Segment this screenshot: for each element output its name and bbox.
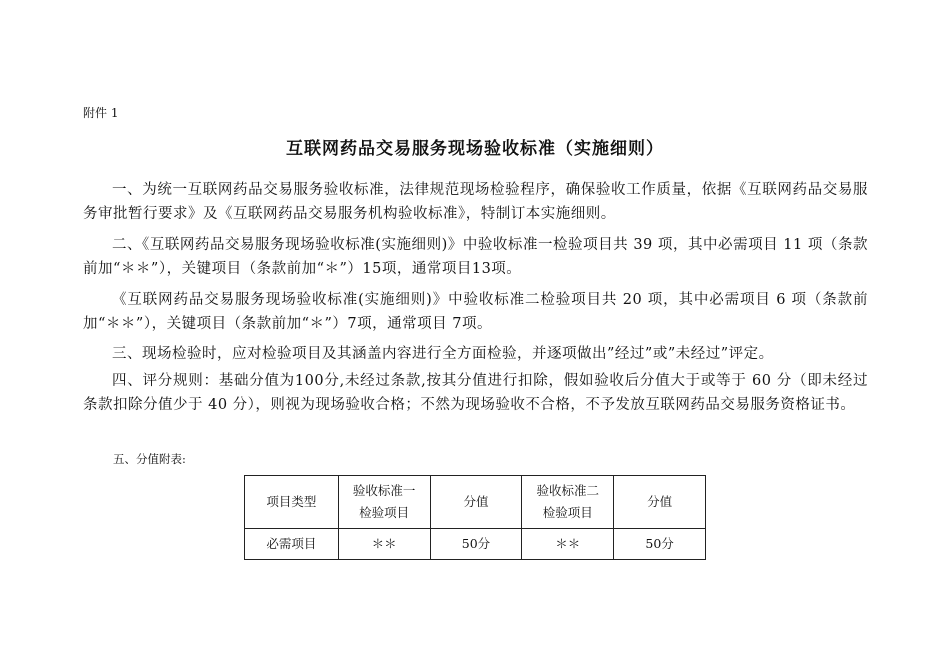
paragraph-standard-two: 《互联网药品交易服务现场验收标准(实施细则)》中验收标准二检验项目共 20 项，其中必需项目 6 项（条款前加“＊＊”），关键项目（条款前加“＊”）7项，通常项目 7项。 [83, 292, 868, 332]
paragraph-scoring-rules: 四、评分规则：基础分值为100分,未经过条款,按其分值进行扣除，假如验收后分值大于或等于 60 分（即未经过条款扣除分值少于 40 分），则视为现场验收合格；不然为现场验收不合格，不予发放互联网药品交易服务资格证书。 [83, 373, 868, 413]
paragraph-standard-one: 二、《互联网药品交易服务现场验收标准(实施细则)》中验收标准一检验项目共 39 项，其中必需项目 11 项（条款前加“＊＊”），关键项目（条款前加“＊”）15项，通常项目13项。 [83, 237, 868, 277]
header-standard-one-line2: 检验项目 [359, 505, 410, 520]
header-standard-two [522, 476, 614, 529]
paragraph-inspection: 三、现场检验时，应对检验项目及其涵盖内容进行全方面检验，并逐项做出”经过”或”未经过”评定。 [112, 346, 774, 362]
attachment-label: 附件 1 [83, 106, 119, 120]
cell-standard-one-mark: ＊＊ [338, 529, 430, 560]
header-standard-two-line1: 验收标准二 [536, 483, 600, 498]
table-header-row [245, 476, 706, 529]
cell-standard-two-mark: ＊＊ [522, 529, 614, 560]
document-title: 互联网药品交易服务现场验收标准（实施细则） [286, 139, 664, 159]
header-standard-one-line1: 验收标准一 [352, 483, 416, 498]
score-table [244, 475, 706, 560]
cell-score-two: 50分 [614, 529, 706, 560]
header-standard-one [338, 476, 430, 529]
header-standard-two-line2: 检验项目 [542, 505, 593, 520]
cell-item-type: 必需项目 [245, 529, 339, 560]
header-score-one: 分值 [430, 476, 522, 529]
score-table-label: 五、分值附表: [113, 452, 186, 466]
table-row [245, 529, 706, 560]
header-score-two: 分值 [614, 476, 706, 529]
header-item-type: 项目类型 [245, 476, 339, 529]
cell-score-one: 50分 [430, 529, 522, 560]
paragraph-purpose: 一、为统一互联网药品交易服务验收标准，法律规范现场检验程序，确保验收工作质量，依据《互联网药品交易服务审批暂行要求》及《互联网药品交易服务机构验收标准》，特制订本实施细则。 [83, 182, 868, 222]
